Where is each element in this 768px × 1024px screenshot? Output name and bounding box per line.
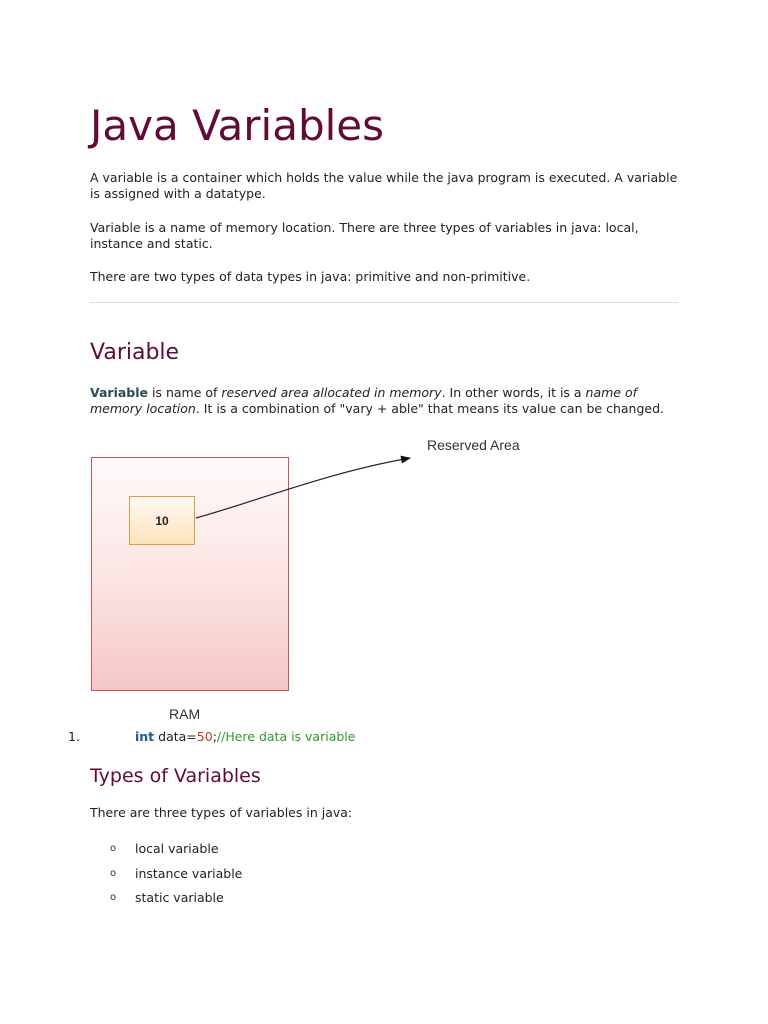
variable-definition [90, 385, 680, 417]
list-item-label: static variable [135, 890, 224, 905]
definition-text: is name of [148, 385, 222, 400]
variable-types-list [110, 841, 242, 915]
list-item [110, 890, 242, 915]
intro-paragraph-3: There are two types of data types in java: primitive and non-primitive. [90, 269, 531, 284]
reserved-area-label: Reserved Area [427, 437, 520, 453]
list-item [110, 841, 242, 866]
page-title: Java Variables [90, 101, 384, 150]
intro-paragraph-1: A variable is a container which holds the value while the java program is executed. A variable is assigned with a datatype. [90, 170, 678, 201]
list-item-label: local variable [135, 841, 219, 856]
code-line-number: 1. [68, 729, 80, 744]
definition-text: . It is a combination of "vary + able" that means its value can be changed. [195, 401, 664, 416]
ram-label: RAM [169, 706, 201, 722]
list-item [110, 866, 242, 891]
code-text: data= [154, 729, 197, 744]
variable-term: Variable [90, 385, 149, 400]
code-example [68, 729, 355, 745]
types-intro: There are three types of variables in java: [90, 805, 353, 820]
code-semicolon: ; [212, 729, 217, 744]
code-comment: //Here data is variable [216, 729, 356, 744]
section-divider [90, 302, 678, 303]
value-box: 10 [129, 496, 195, 545]
list-item-label: instance variable [135, 865, 243, 881]
bullet-icon: o [110, 892, 117, 903]
ram-box [91, 457, 289, 691]
definition-emphasis: reserved area allocated in memory [221, 385, 442, 400]
definition-emphasis: name of memory location [90, 385, 638, 416]
bullet-icon: o [110, 843, 117, 854]
types-heading: Types of Variables [90, 765, 261, 787]
code-keyword: int [135, 729, 155, 744]
bullet-icon: o [110, 867, 117, 879]
definition-text: . In other words, it is a [441, 385, 586, 400]
variable-heading: Variable [90, 340, 180, 365]
code-number: 50 [196, 729, 213, 744]
intro-paragraph-2: Variable is a name of memory location. There are three types of variables in java: local, instance and static. [90, 220, 639, 251]
